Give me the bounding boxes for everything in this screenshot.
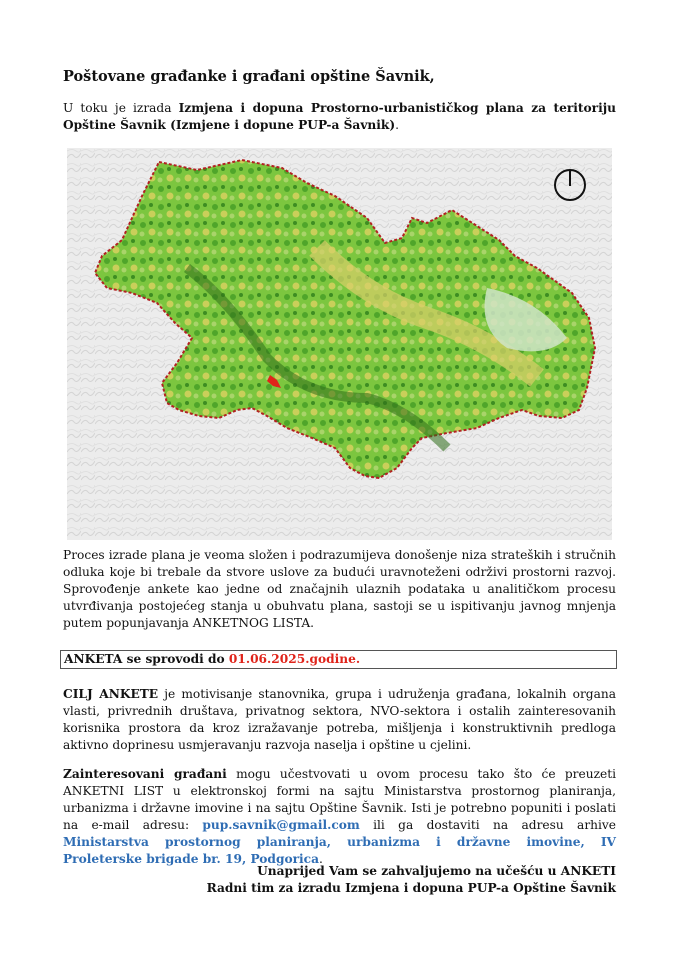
intro-paragraph (63, 100, 616, 134)
email-link[interactable]: pup.savnik@gmail.com (202, 818, 360, 832)
deadline-box (60, 650, 617, 669)
signature-team: Radni tim za izradu Izmjena i dopuna PUP-a Opštine Šavnik (206, 881, 616, 895)
participation-lead: Zainteresovani građani (63, 767, 227, 781)
intro-prefix: U toku je izrada (63, 101, 179, 115)
goal-text: je motivisanje stanovnika, grupa i udruženja građana, lokalnih organa vlasti, privrednih društava, privatnog sektora, NVO-sektora i ostalih zainteresovanih korisnika prostora da kroz izražavanje potreba, mišljenja i konstruktivnih predloga aktivno doprinesu usmjeravanju razvoja naselja i opštine u cjelini. (63, 687, 616, 752)
participation-text-3: . (318, 852, 323, 866)
goal-paragraph (63, 686, 616, 754)
goal-lead: CILJ ANKETE (63, 687, 159, 701)
participation-text-1: mogu učestvovati u ovom procesu tako što će preuzeti ANKETNI LIST u elektronskoj formi na sajtu Ministarstva prostornog planiranja, urbanizma i državne imovine i na sajtu Opštine Šavnik. Isti je potrebno popuniti i poslati na e-mail adresu: (63, 767, 616, 832)
signature-thanks: Unaprijed Vam se zahvaljujemo na učešću u ANKETI (257, 864, 616, 878)
greeting-heading: Poštovane građanke i građani opštine Šavnik, (63, 68, 435, 85)
plan-name: Izmjena i dopuna Prostorno-urbanističkog plana za teritoriju Opštine Šavnik (Izmjene i dopune PUP-a Šavnik) (63, 101, 616, 132)
deadline-date: 01.06.2025.godine. (228, 652, 361, 666)
ministry-address: Ministarstva prostornog planiranja, urbanizma i državne imovine, IV Proleterske brigade br. 19, Podgorica (63, 835, 616, 866)
participation-paragraph (63, 766, 616, 868)
participation-text-2: ili ga dostaviti na adresu arhive (359, 818, 616, 832)
intro-suffix: . (395, 118, 399, 132)
municipality-map (67, 148, 612, 540)
process-paragraph: Proces izrade plana je veoma složen i podrazumijeva donošenje niza strateških i stručnih odluka koje bi trebale da stvore uslove za budući uravnoteženi održivi prostorni razvoj. Sprovođenje ankete kao jedne od značajnih ulaznih podataka u analitičkom procesu utvrđivanja postojećeg stanja u obuhvatu plana, sastoji se u ispitivanju javnog mnjenja putem popunjavanja ANKETNOG LISTA. (63, 548, 616, 630)
signature-block (207, 863, 616, 897)
deadline-label: ANKETA se sprovodi do (64, 652, 229, 666)
